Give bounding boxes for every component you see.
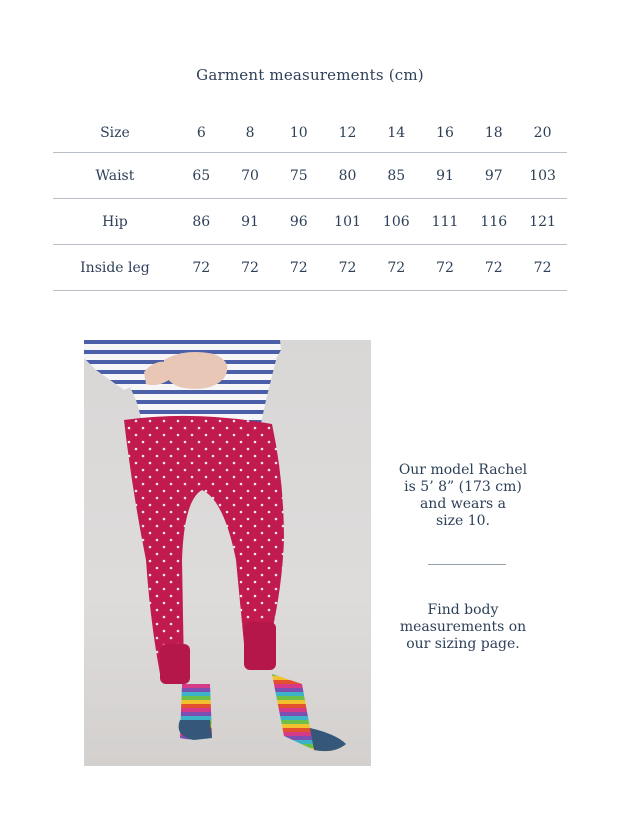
table-cell: 72 bbox=[177, 245, 226, 291]
sizing-page-note[interactable] bbox=[380, 602, 546, 653]
sizing-note-line: measurements on bbox=[399, 619, 527, 635]
table-cell: 111 bbox=[421, 199, 470, 245]
table-cell: 86 bbox=[177, 199, 226, 245]
model-photo bbox=[84, 340, 371, 766]
table-cell: 72 bbox=[372, 245, 421, 291]
table-header-row bbox=[53, 113, 567, 153]
table-cell: 72 bbox=[323, 245, 372, 291]
table-cell: 85 bbox=[372, 153, 421, 199]
table-cell: 12 bbox=[338, 124, 357, 141]
table-cell: 72 bbox=[226, 245, 275, 291]
sizing-note-line: our sizing page. bbox=[406, 636, 520, 652]
table-cell: 75 bbox=[274, 153, 323, 199]
table-cell: 72 bbox=[469, 245, 518, 291]
table-cell: 121 bbox=[518, 199, 567, 245]
row-label: Size bbox=[100, 124, 130, 141]
row-label: Inside leg bbox=[53, 245, 177, 291]
model-illustration bbox=[84, 340, 371, 766]
model-info bbox=[380, 462, 546, 530]
table-cell: 72 bbox=[421, 245, 470, 291]
table-cell: 65 bbox=[177, 153, 226, 199]
measurements-table bbox=[53, 113, 567, 291]
page-title: Garment measurements (cm) bbox=[196, 66, 424, 84]
table-cell: 96 bbox=[274, 199, 323, 245]
table-cell: 8 bbox=[245, 124, 255, 141]
table-cell: 97 bbox=[469, 153, 518, 199]
table-cell: 101 bbox=[323, 199, 372, 245]
row-label: Hip bbox=[53, 199, 177, 245]
table-cell: 16 bbox=[436, 124, 454, 141]
table-cell: 6 bbox=[196, 124, 206, 141]
table-row bbox=[53, 245, 567, 291]
table-cell: 80 bbox=[323, 153, 372, 199]
model-info-line: is 5’ 8” (173 cm) bbox=[404, 479, 522, 495]
table-cell: 72 bbox=[518, 245, 567, 291]
hands bbox=[164, 352, 228, 389]
model-info-line: and wears a bbox=[419, 496, 507, 512]
divider bbox=[428, 564, 506, 565]
table-cell: 70 bbox=[226, 153, 275, 199]
table-cell: 91 bbox=[226, 199, 275, 245]
table-cell: 116 bbox=[469, 199, 518, 245]
table-cell: 106 bbox=[372, 199, 421, 245]
table-cell: 14 bbox=[387, 124, 406, 141]
table-cell: 91 bbox=[421, 153, 470, 199]
model-info-line: Our model Rachel bbox=[398, 462, 528, 478]
table-cell: 10 bbox=[289, 124, 308, 141]
row-label: Waist bbox=[53, 153, 177, 199]
table-cell: 103 bbox=[518, 153, 567, 199]
table-cell: 72 bbox=[274, 245, 323, 291]
table-row bbox=[53, 199, 567, 245]
table-cell: 18 bbox=[484, 124, 503, 141]
table-cell: 20 bbox=[533, 124, 552, 141]
model-info-line: size 10. bbox=[435, 513, 491, 529]
sizing-note-line: Find body bbox=[427, 602, 499, 618]
table-row bbox=[53, 153, 567, 199]
